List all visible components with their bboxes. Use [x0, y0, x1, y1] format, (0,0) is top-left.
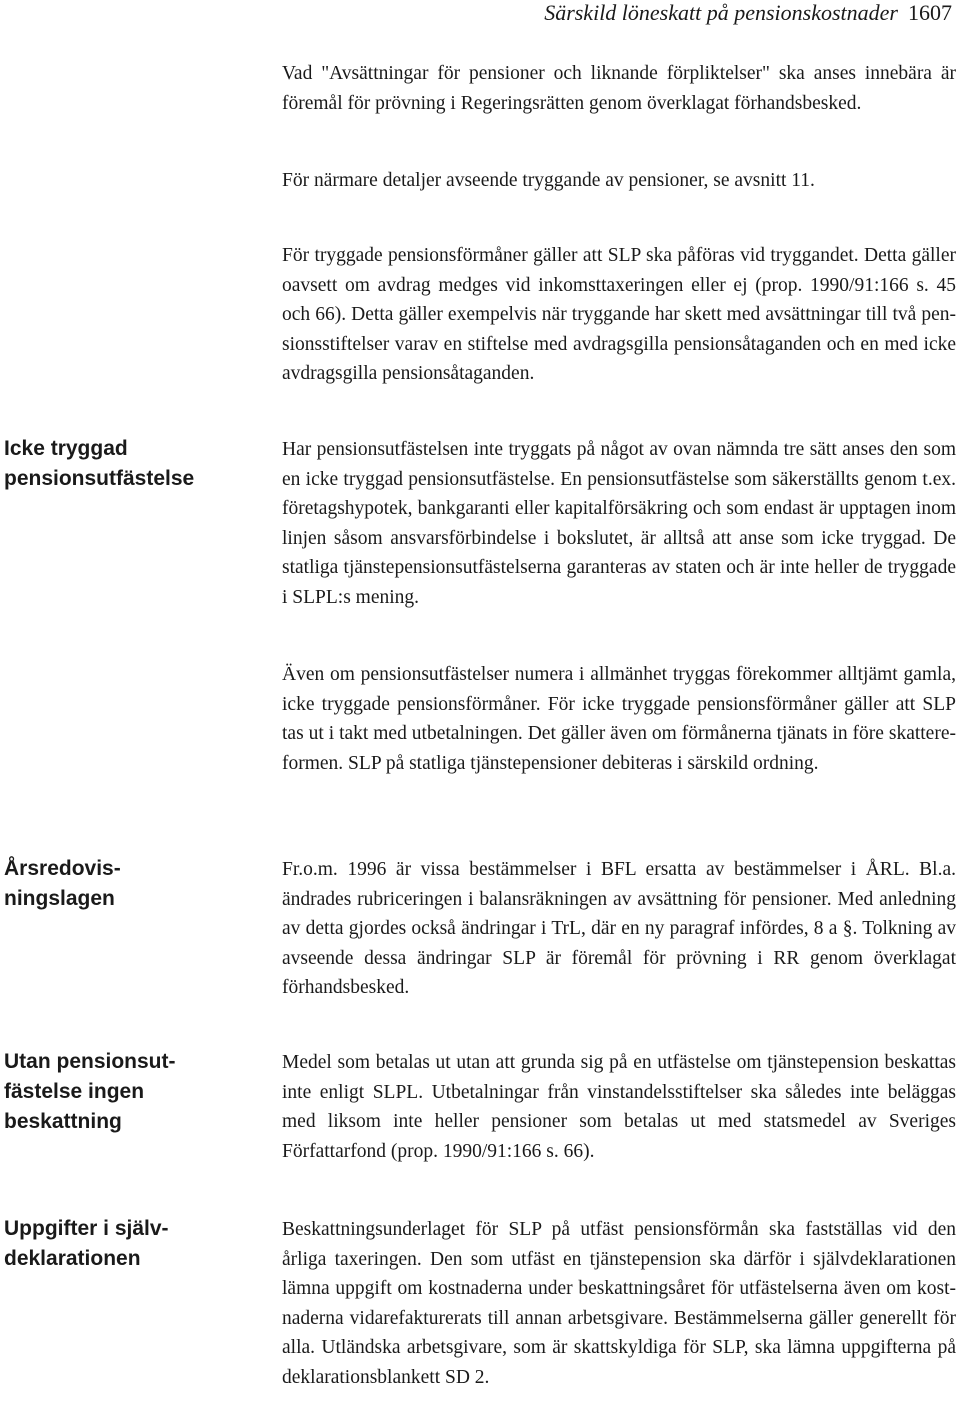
margin-note-arsredovisningslagen: Årsredovis- ningslagen [4, 857, 121, 910]
paragraph-aven-om: Även om pensionsutfästelser numera i allmänhet tryggas förekommer alltjämt gamla, icke tryggade pensionsförmåner. För icke tryggade pensionsförmåner gäller att SLP tas ut i takt med utbetalningen. Det gäller även om förmånerna tjänats in före skattereformen. SLP på statliga tjänstepensioner debiteras i särskild ordning. [282, 664, 956, 774]
running-title: Särskild löneskatt på pensionskostnader [544, 0, 898, 25]
margin-note-sjalvdeklarationen: Uppgifter i själv- deklarationen [4, 1217, 169, 1270]
margin-note-utan-utfastelse: Utan pensionsut- fästelse ingen beskattning [4, 1050, 176, 1133]
paragraph-narmare-detaljer: För närmare detaljer avseende tryggande av pensioner, se avsnitt 11. [282, 170, 815, 191]
margin-note-icke-tryggad: Icke tryggad pensionsutfästelse [4, 437, 195, 490]
paragraph-avsattningar: Vad "Avsättningar för pensioner och liknande förpliktelser" ska anses innebära är föremål för prövning i Regeringsrätten genom överklagat förhandsbesked. [282, 63, 956, 114]
page-number: 1607 [908, 0, 952, 25]
paragraph-arl: Fr.o.m. 1996 är vissa bestämmelser i BFL ersatta av bestämmelser i ÅRL. Bl.a. ändrades rubriceringen i balansräkningen av avsättning för pensioner. Med anledning av detta gjordes också ändringar i TrL, där en ny paragraf infördes, 8 a §. Tolkning av avseende dessa ändringar SLP är föremål för prövning i RR genom överklagat förhandsbesked. [282, 859, 956, 998]
paragraph-beskattningsunderlaget: Beskattningsunderlaget för SLP på utfäst pensionsförmån ska fastställas vid den årliga taxeringen. Den som utfäst en tjänstepension ska därför i självdeklarationen lämna uppgift om kostnaderna under beskattningsåret för utfästelserna även om kostnaderna vidarefakturerats till annan arbetsgivare. Bestämmelserna gäller generellt för alla. Utländska arbetsgivare, som är skattskyldiga för SLP, ska lämna uppgifterna på deklarationsblankett SD 2. [282, 1219, 956, 1388]
running-header [544, 0, 952, 26]
paragraph-icke-tryggad: Har pensionsutfästelsen inte tryggats på något av ovan nämnda tre sätt anses den som en icke tryggad pensionsutfästelse. En pensionsutfästelse som säkerställts genom t.ex. företagshypotek, bankgaranti eller kapitalförsäkring och som endast är upptagen inom linjen såsom ansvarsförbindelse i bokslutet, är alltså att anse som icke tryggad. De statliga tjänstepensionsutfästelserna garanteras av staten och är inte heller de tryggade i SLPL:s mening. [282, 439, 956, 608]
paragraph-tryggade-formaner: För tryggade pensionsförmåner gäller att SLP ska påföras vid tryggandet. Detta gäller oavsett om avdrag medges vid inkomsttaxeringen eller ej (prop. 1990/91:166 s. 45 och 66). Detta gäller exempelvis när tryggande har skett med avsättningar till två pensionsstiftelser varav en stiftelse med avdragsgilla pensionsåtaganden och en med icke avdragsgilla pensionsåtaganden. [282, 245, 956, 384]
paragraph-medel: Medel som betalas ut utan att grunda sig på en utfästelse om tjänstepension beskattas inte enligt SLPL. Utbetalningar från vinstandelsstiftelser ska således inte beläggas med liksom inte heller pensioner som betalas ut med statsmedel av Sveriges Författarfond (prop. 1990/91:166 s. 66). [282, 1052, 956, 1162]
